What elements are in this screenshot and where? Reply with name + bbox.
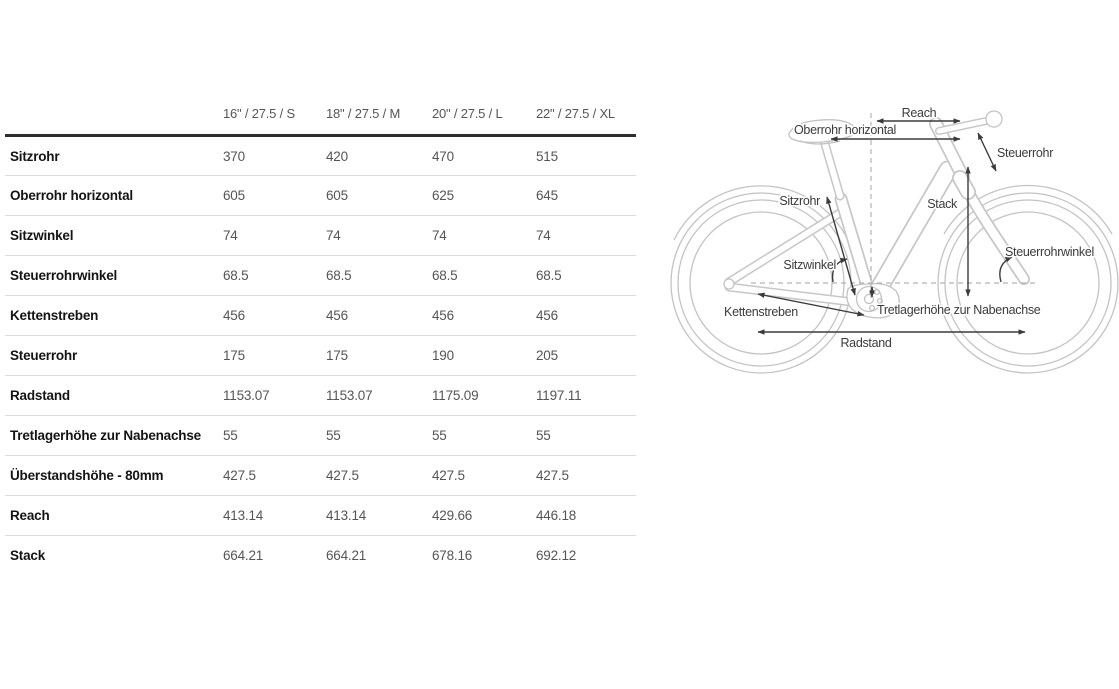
- reach-label: Reach: [901, 106, 937, 120]
- cell-value: 692.12: [536, 548, 577, 564]
- cell-value: 370: [223, 148, 245, 164]
- cell-value: 515: [536, 148, 558, 164]
- column-header-l: 20" / 27.5 / L: [432, 106, 536, 136]
- row-label: Oberrohr horizontal: [10, 188, 133, 203]
- column-header-xl: 22" / 27.5 / XL: [536, 106, 636, 136]
- cell-value: 55: [536, 428, 551, 443]
- sitzrohr-label: Sitzrohr: [779, 194, 820, 208]
- cell-value: 68.5: [536, 268, 562, 283]
- cell-value: 664.21: [223, 548, 264, 564]
- table-row: [5, 176, 636, 216]
- cell-value: 68.5: [326, 268, 352, 283]
- cell-value: 175: [223, 348, 245, 363]
- cell-value: 413.14: [326, 508, 367, 523]
- cell-value: 74: [326, 228, 341, 243]
- radstand-label: Radstand: [840, 336, 892, 350]
- row-label: Tretlagerhöhe zur Nabenachse: [10, 428, 201, 443]
- steuerrohr-arrow: [978, 133, 996, 171]
- kettenstreben-label: Kettenstreben: [724, 305, 798, 319]
- row-label: Radstand: [10, 388, 70, 403]
- cell-value: 427.5: [326, 468, 359, 483]
- cell-value: 1175.09: [432, 388, 479, 403]
- cell-value: 456: [432, 308, 454, 323]
- cell-value: 1197.11: [536, 388, 582, 403]
- tretlagerhoehe-label: Tretlagerhöhe zur Nabenachse: [877, 303, 1041, 317]
- cell-value: 446.18: [536, 508, 577, 523]
- steuerrohrwinkel-label: Steuerrohrwinkel: [1005, 245, 1094, 259]
- cell-value: 456: [326, 308, 348, 323]
- cell-value: 74: [223, 228, 238, 243]
- steuerrohr-label: Steuerrohr: [997, 146, 1054, 160]
- cell-value: 68.5: [432, 268, 458, 283]
- table-row: [5, 296, 636, 336]
- column-header-m: 18" / 27.5 / M: [326, 106, 432, 136]
- cell-value: 205: [536, 348, 558, 363]
- cell-value: 175: [326, 348, 348, 363]
- row-label: Steuerrohrwinkel: [10, 268, 118, 283]
- cell-value: 429.66: [432, 508, 473, 523]
- table-row: [5, 416, 636, 456]
- cell-value: 74: [536, 228, 551, 243]
- table-header-row: [5, 106, 636, 136]
- cell-value: 420: [326, 148, 348, 164]
- cell-value: 645: [536, 188, 558, 203]
- cell-value: 456: [536, 308, 558, 323]
- cell-value: 190: [432, 348, 454, 363]
- cell-value: 678.16: [432, 548, 473, 564]
- cell-value: 664.21: [326, 548, 367, 564]
- row-label: Sitzwinkel: [10, 228, 74, 243]
- table-row: [5, 216, 636, 256]
- rear-dropout: [724, 279, 734, 289]
- rear-fender: [674, 186, 848, 240]
- table-row: [5, 136, 636, 176]
- oberrohr-label: Oberrohr horizontal: [794, 123, 896, 137]
- cell-value: 470: [432, 148, 454, 164]
- table-row: [5, 256, 636, 296]
- table-row: [5, 456, 636, 496]
- cell-value: 456: [223, 308, 245, 323]
- rear-wheel: [671, 186, 851, 373]
- row-label: Kettenstreben: [10, 308, 99, 323]
- cell-value: 68.5: [223, 268, 249, 283]
- row-label: Steuerrohr: [10, 348, 78, 363]
- handlebar-grip: [986, 111, 1002, 127]
- cell-value: 1153.07: [326, 388, 373, 403]
- row-label: Stack: [10, 548, 46, 564]
- cell-value: 625: [432, 188, 454, 203]
- stack-label: Stack: [927, 197, 957, 211]
- cell-value: 55: [432, 428, 447, 443]
- cell-value: 74: [432, 228, 447, 243]
- row-label: Überstandshöhe - 80mm: [10, 468, 164, 483]
- table-row: [5, 536, 636, 576]
- sitzwinkel-label: Sitzwinkel: [783, 258, 836, 272]
- bike-frame: [724, 111, 1024, 318]
- table-row: [5, 496, 636, 536]
- geometry-table: [5, 106, 636, 576]
- bike-geometry-diagram: [660, 90, 1119, 390]
- cell-value: 427.5: [223, 468, 256, 483]
- cell-value: 55: [326, 428, 341, 443]
- cell-value: 55: [223, 428, 238, 443]
- table-row: [5, 336, 636, 376]
- corner-cell: [5, 106, 223, 136]
- cell-value: 427.5: [432, 468, 465, 483]
- table-row: [5, 376, 636, 416]
- cell-value: 413.14: [223, 508, 264, 523]
- cell-value: 605: [223, 188, 245, 203]
- cell-value: 1153.07: [223, 388, 270, 403]
- row-label: Reach: [10, 508, 50, 523]
- column-header-s: 16" / 27.5 / S: [223, 106, 326, 136]
- cell-value: 605: [326, 188, 348, 203]
- row-label: Sitzrohr: [10, 148, 60, 164]
- cell-value: 427.5: [536, 468, 569, 483]
